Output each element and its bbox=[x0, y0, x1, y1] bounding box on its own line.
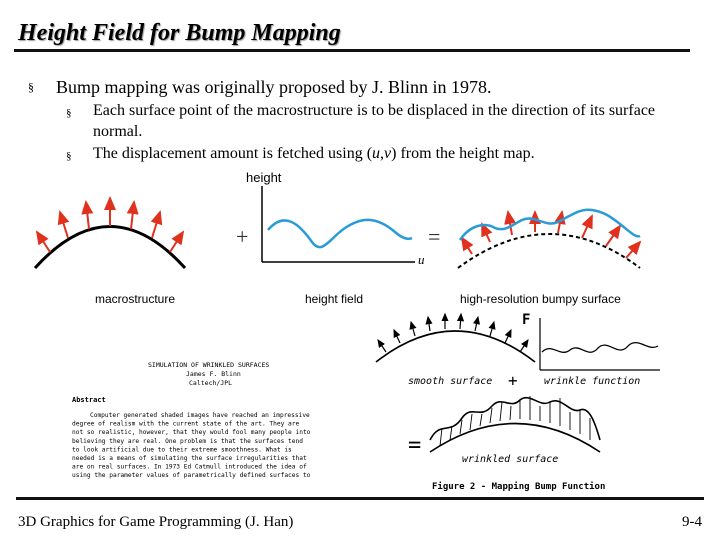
abstract-line: not so realistic, however, that they would fool many people into bbox=[72, 429, 311, 437]
slide-title: Height Field for Bump Mapping bbox=[18, 20, 341, 46]
height-label: height bbox=[246, 170, 282, 185]
label-bumpy-surface: high-resolution bumpy surface bbox=[460, 292, 621, 306]
wrinkled-top-curve bbox=[430, 398, 600, 440]
wrinkle-function-label: wrinkle function bbox=[544, 376, 641, 387]
paper-title: SIMULATION OF WRINKLED SURFACES bbox=[148, 361, 270, 369]
macrostructure-figure bbox=[35, 198, 185, 268]
label-macrostructure: macrostructure bbox=[95, 292, 176, 306]
abstract-line: believing they are real. One problem is that the surfaces tend bbox=[72, 437, 303, 445]
bumpy-surface-figure bbox=[458, 210, 640, 268]
main-bullet-text: Bump mapping was originally proposed by J. Blinn in 1978. bbox=[56, 77, 492, 97]
bullet-marker: § bbox=[28, 80, 34, 94]
abstract-line: using the parameter values of parametrically defined surfaces to bbox=[72, 472, 311, 480]
abstract-text bbox=[72, 412, 311, 479]
sketch-plus: + bbox=[508, 371, 518, 390]
abstract-line: to look artificial due to their extreme smoothness. What is bbox=[72, 446, 292, 454]
height-curve bbox=[268, 220, 412, 247]
wrinkled-surface-label: wrinkled surface bbox=[462, 454, 559, 465]
footer-rule bbox=[16, 497, 704, 500]
wrinkle-curve bbox=[542, 343, 658, 353]
equals-sign: = bbox=[428, 224, 441, 249]
paper-author: James F. Blinn bbox=[186, 370, 241, 378]
macrostructure-arc bbox=[35, 227, 185, 269]
smooth-surface-arc bbox=[376, 331, 535, 362]
dashed-base-arc bbox=[458, 234, 640, 268]
abstract-line: degree of realism with the current state of the art. They are bbox=[72, 420, 300, 428]
sub-bullet-text: Each surface point of the macrostructure is to be displaced in the direction of its surface normal. bbox=[93, 102, 656, 140]
blinn-paper-excerpt bbox=[68, 355, 368, 483]
smooth-surface-label: smooth surface bbox=[408, 376, 493, 387]
bullet-marker: § bbox=[66, 107, 72, 119]
label-height-field: height field bbox=[305, 292, 364, 306]
page-number: 9-4 bbox=[682, 514, 702, 530]
paper-affiliation: Caltech/JPL bbox=[189, 379, 233, 387]
abstract-line: Computer generated shaded images have reached an impressive bbox=[90, 412, 310, 419]
height-field-figure bbox=[246, 170, 425, 267]
figure-caption: Figure 2 - Mapping Bump Function bbox=[432, 482, 606, 492]
sub-bullet-text: The displacement amount is fetched using (u,v) from the height map. bbox=[93, 145, 535, 162]
u-label: u bbox=[418, 252, 425, 267]
sketch-equals: = bbox=[408, 433, 422, 458]
abstract-heading: Abstract bbox=[72, 396, 106, 404]
plus-sign: + bbox=[236, 224, 249, 249]
abstract-line: needed is a means of simulating the surface irregularities that bbox=[72, 455, 307, 462]
bullet-marker: § bbox=[66, 150, 72, 162]
footer-course: 3D Graphics for Game Programming (J. Han) bbox=[18, 514, 294, 530]
abstract-line: are on real surfaces. In 1973 Ed Catmull introduced the idea of bbox=[72, 463, 307, 471]
wrinkled-base-arc bbox=[430, 424, 600, 453]
blinn-sketch bbox=[376, 312, 660, 492]
f-label: F bbox=[522, 312, 531, 328]
